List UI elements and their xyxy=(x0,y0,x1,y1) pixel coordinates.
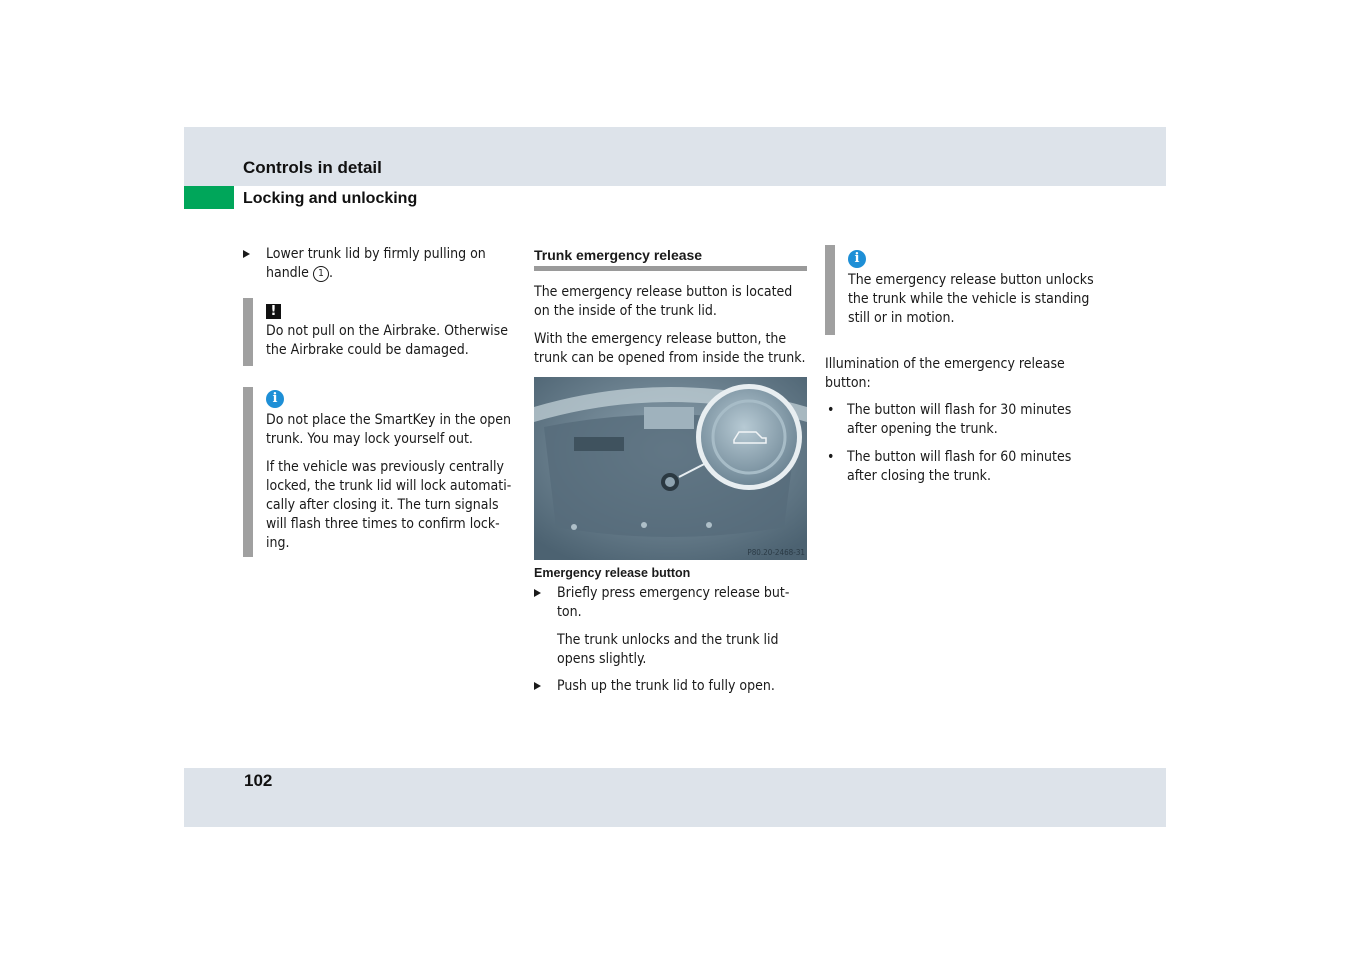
info-bar xyxy=(825,245,835,335)
heading-trunk-emergency-release xyxy=(534,245,807,271)
section-title: Controls in detail xyxy=(243,158,382,177)
instruction-step xyxy=(243,245,518,283)
paragraph-1: The emergency release button is located on the inside of the trunk lid. xyxy=(534,284,793,319)
info-note xyxy=(243,387,518,557)
info-para-1: Do not place the SmartKey in the open trunk. You may lock yourself out. xyxy=(266,412,512,447)
list-item-text: The button will flash for 30 minutes after opening the trunk. xyxy=(847,402,1072,437)
figure-caption: Emergency release button xyxy=(534,566,691,580)
instruction-step xyxy=(534,677,807,696)
column-1 xyxy=(243,245,518,557)
info-icon: i xyxy=(848,250,866,268)
step-arrow-icon xyxy=(243,250,250,258)
figure-reference: P80.20-2468-31 xyxy=(747,548,805,557)
info-para-2: If the vehicle was previously centrally locked, the trunk lid will lock automati-cally after closing it. The turn signals will flash three times to confirm lock-ing. xyxy=(266,459,512,551)
list-item-text: The button will flash for 60 minutes after closing the trunk. xyxy=(847,449,1072,484)
handle-reference-number: 1 xyxy=(313,266,329,282)
exclamation-icon: ! xyxy=(266,304,281,319)
heading-text: Trunk emergency release xyxy=(534,247,703,263)
footer-band xyxy=(184,768,1166,827)
page-number: 102 xyxy=(244,771,273,790)
column-3 xyxy=(825,245,1100,486)
bullet-icon: • xyxy=(827,402,835,418)
illumination-intro: Illumination of the emergency release button: xyxy=(825,356,1065,391)
warning-note xyxy=(243,298,518,366)
step-text: Briefly press emergency release but-ton. xyxy=(557,585,790,620)
paragraph-2: With the emergency release button, the trunk can be opened from inside the trunk. xyxy=(534,331,806,366)
info-icon: i xyxy=(266,390,284,408)
step-end: . xyxy=(328,265,333,281)
step-arrow-icon xyxy=(534,682,541,690)
step-arrow-icon xyxy=(534,589,541,597)
info-bar xyxy=(243,387,253,557)
instruction-step xyxy=(534,584,807,622)
step-text: Lower trunk lid by firmly pulling on handle xyxy=(266,246,486,281)
warning-bar xyxy=(243,298,253,366)
list-item xyxy=(825,448,1100,486)
trunk-interior-illustration xyxy=(534,377,807,560)
bullet-icon: • xyxy=(827,449,835,465)
column-2 xyxy=(534,245,807,696)
step-text: Push up the trunk lid to fully open. xyxy=(557,678,775,694)
subsection-title: Locking and unlocking xyxy=(243,190,418,207)
info-text: The emergency release button unlocks the trunk while the vehicle is standing still or in motion. xyxy=(848,272,1094,326)
emergency-release-button-photo xyxy=(534,377,807,560)
info-note xyxy=(825,245,1100,335)
warning-text: Do not pull on the Airbrake. Otherwise the Airbrake could be damaged. xyxy=(266,323,508,358)
list-item xyxy=(825,401,1100,439)
step-result: The trunk unlocks and the trunk lid opens slightly. xyxy=(557,632,779,667)
section-tab-marker xyxy=(184,186,234,209)
